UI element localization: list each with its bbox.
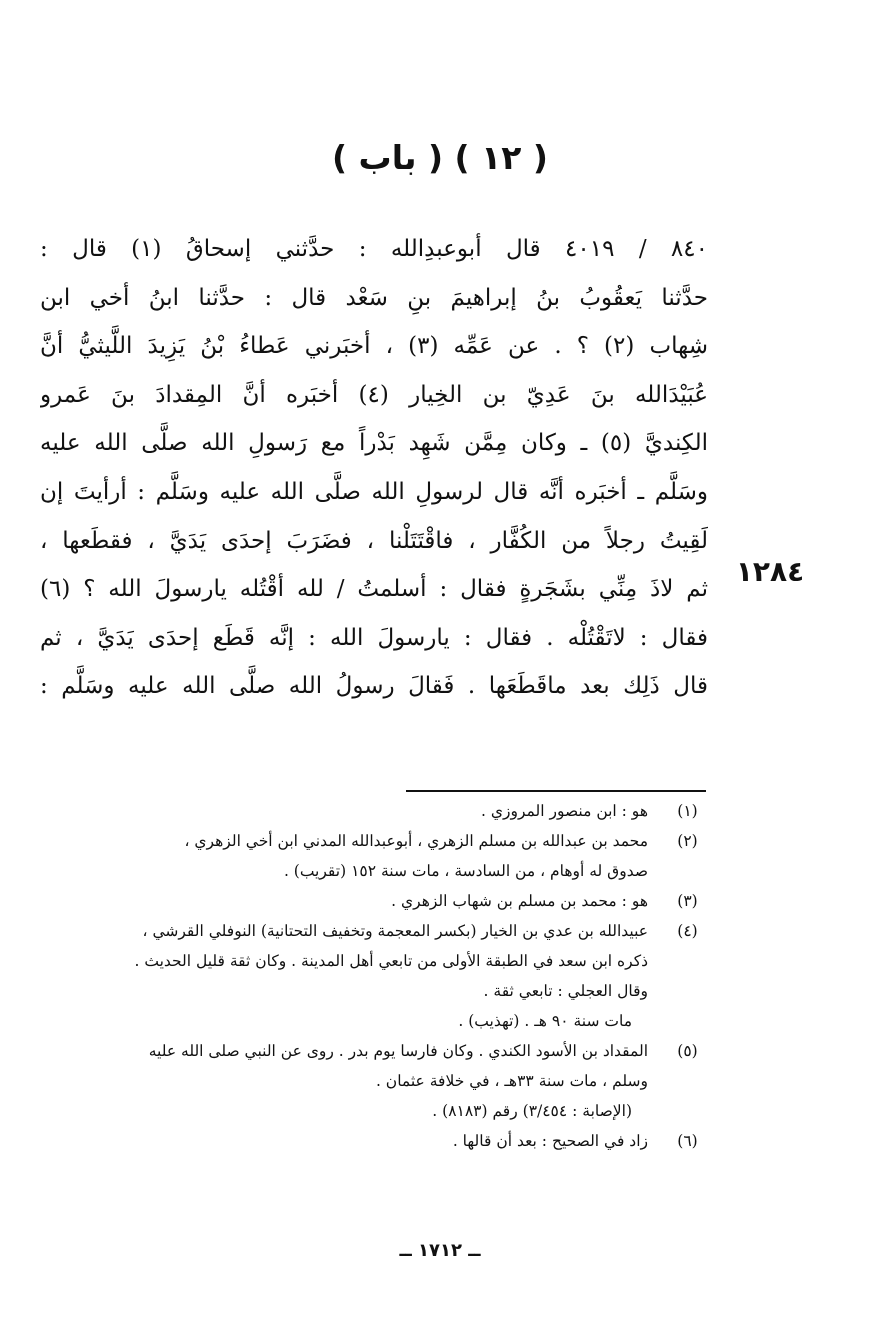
body-line: قال ذَلِك بعد ماقَطَعَها . فَقالَ رسولُ الله صلَّى الله عليه وسَلَّم : <box>40 673 708 700</box>
footnote-divider <box>406 790 706 792</box>
footnote-line: مات سنة ٩٠ هـ . (تهذيب) . <box>458 1012 632 1030</box>
footnote-line: ذكره ابن سعد في الطبقة الأولى من تابعي أهل المدينة . وكان ثقة قليل الحديث . <box>134 952 648 970</box>
body-line: حدَّثنا يَعقُوبُ بنُ إبراهيمَ بنِ سَعْد قال : حدَّثنا ابنُ أخي ابن <box>40 284 708 311</box>
page-title: ( ١٢ ) ( باب ) <box>331 138 549 177</box>
body-line: لَقِيتُ رجلاً من الكُفَّار ، فاقْتَتَلْنا ، فضَرَبَ إحدَى يَدَيَّ ، فقطَعها ، <box>40 527 708 554</box>
footnote-5 <box>35 1036 710 1126</box>
body-line: عُبَيْدَالله بنَ عَدِيّ بن الخِيار (٤) أخبَره أنَّ المِقدادَ بنَ عَمرو <box>40 381 708 408</box>
footnote-number: (٢) <box>677 832 698 850</box>
footnote-2 <box>35 826 710 886</box>
body-line: ثم لاذَ مِنِّي بشَجَرةٍ فقال : أسلمتُ / لله أقْتُله يارسولَ الله ؟ (٦) <box>40 576 708 603</box>
footnote-number: (١) <box>677 802 698 820</box>
hadith-body-text <box>40 225 708 711</box>
footnote-6 <box>35 1126 710 1156</box>
footnote-line: هو : ابن منصور المروزي . <box>481 802 648 820</box>
footnote-line: وقال العجلي : تابعي ثقة . <box>483 982 648 1000</box>
body-line: شِهاب (٢) ؟ . عن عَمِّه (٣) ، أخبَرني عَطاءُ بْنُ يَزِيدَ اللَّيثيُّ أنَّ <box>40 333 708 360</box>
body-line: ٨٤٠ / ٤٠١٩ قال أبوعبدِالله : حدَّثني إسحاقُ (١) قال : <box>40 236 708 262</box>
footnote-4 <box>35 916 710 1036</box>
body-line: فقال : لاتَقْتُلْه . فقال : يارسولَ الله : إنَّه قَطَع إحدَى يَدَيَّ ، ثم <box>40 624 708 651</box>
footnote-line: زاد في الصحيح : بعد أن قالها . <box>452 1132 648 1150</box>
margin-reference-number: ١٢٨٤ <box>735 555 805 588</box>
footnote-line: (الإصابة : ٣/٤٥٤) رقم (٨١٨٣) . <box>432 1102 632 1120</box>
footnote-line: هو : محمد بن مسلم بن شهاب الزهري . <box>391 892 648 910</box>
footnote-line: وسلم ، مات سنة ٣٣هـ ، في خلافة عثمان . <box>375 1072 648 1090</box>
footnote-1 <box>35 796 710 826</box>
footnote-number: (٤) <box>677 922 698 940</box>
footnote-number: (٦) <box>677 1132 698 1150</box>
footnote-3 <box>35 886 710 916</box>
footnote-number: (٥) <box>677 1042 698 1060</box>
footnote-line: محمد بن عبدالله بن مسلم الزهري ، أبوعبدالله المدني ابن أخي الزهري ، <box>184 832 648 850</box>
footnote-line: المقداد بن الأسود الكندي . وكان فارسا يوم بدر . روى عن النبي صلى الله عليه <box>148 1042 648 1060</box>
footnote-number: (٣) <box>677 892 698 910</box>
footnote-line: صدوق له أوهام ، من السادسة ، مات سنة ١٥٢ (تقريب) . <box>283 862 648 880</box>
page-number: ــ ١٧١٢ ــ <box>399 1240 481 1261</box>
body-line: وسَلَّم ـ أخبَره أنَّه قال لرسولِ الله صلَّى الله عليه وسَلَّم : أرأيتَ إن <box>40 478 708 505</box>
body-line: الكِنديَّ (٥) ـ وكان مِمَّن شَهِد بَدْراً مع رَسولِ الله صلَّى الله عليه <box>40 430 708 457</box>
footnotes-section <box>35 796 710 1156</box>
footnote-line: عبيدالله بن عدي بن الخيار (بكسر المعجمة وتخفيف التحتانية) النوفلي القرشي ، <box>142 922 648 940</box>
